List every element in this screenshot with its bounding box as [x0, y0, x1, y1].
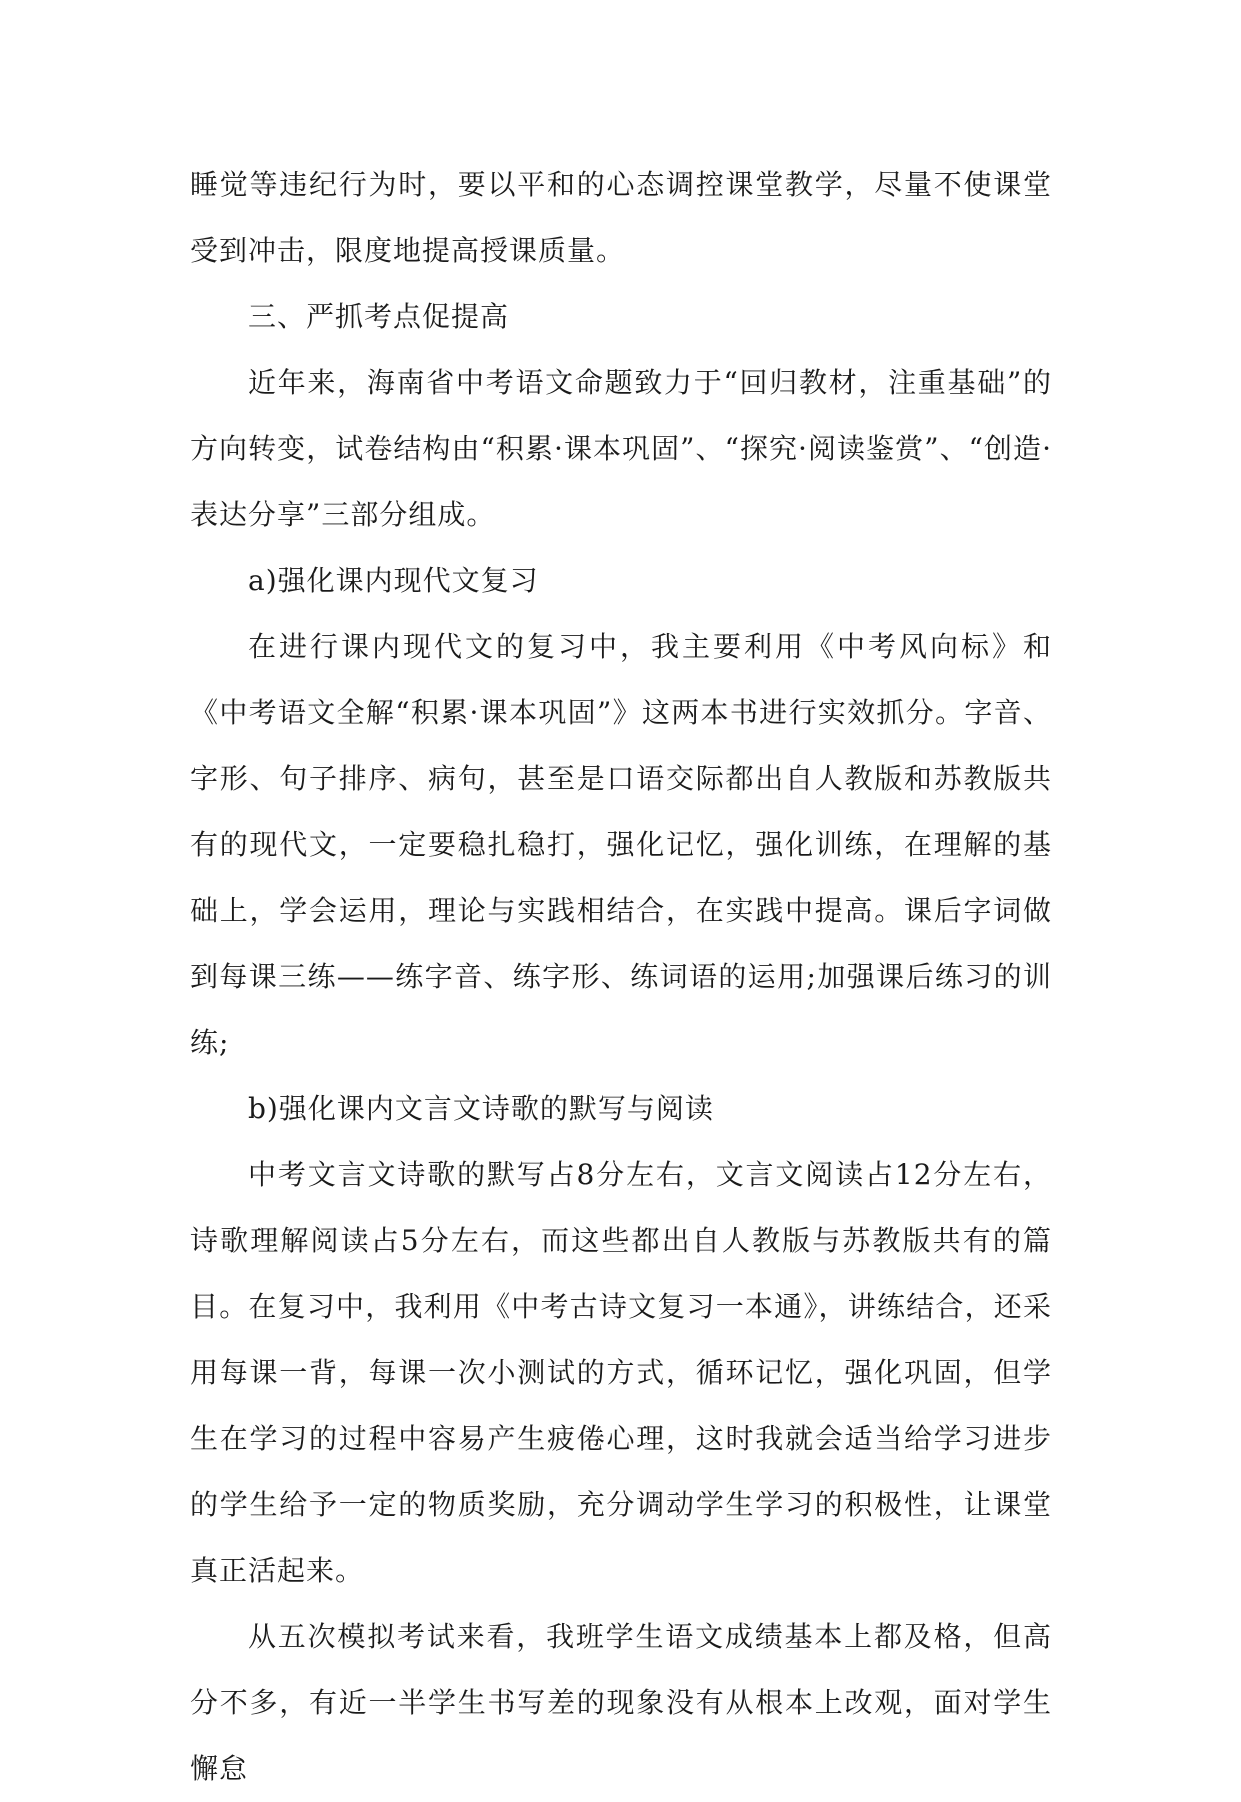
- paragraph-continuation: 睡觉等违纪行为时，要以平和的心态调控课堂教学，尽量不使课堂受到冲击，限度地提高授课质量。: [190, 168, 1052, 267]
- document-body: [190, 152, 1052, 1802]
- paragraph-classical-poetry-review: 中考文言文诗歌的默写占8分左右，文言文阅读占12分左右，诗歌理解阅读占5分左右，而这些都出自人教版与苏教版共有的篇目。在复习中，我利用《中考古诗文复习一本通》，讲练结合，还采用每课一背，每课一次小测试的方式，循环记忆，强化巩固，但学生在学习的过程中容易产生疲倦心理，这时我就会适当给学习进步的学生给予一定的物质奖励，充分调动学生学习的积极性，让课堂真正活起来。: [190, 1158, 1052, 1587]
- subheading-modern-text: a)强化课内现代文复习: [248, 564, 539, 597]
- subheading-classical-poetry: b)强化课内文言文诗歌的默写与阅读: [248, 1092, 714, 1125]
- paragraph-modern-text-review: 在进行课内现代文的复习中，我主要利用《中考风向标》和《中考语文全解“积累·课本巩固”》这两本书进行实效抓分。字音、字形、句子排序、病句，甚至是口语交际都出自人教版和苏教版共有的现代文，一定要稳扎稳打，强化记忆，强化训练，在理解的基础上，学会运用，理论与实践相结合，在实践中提高。课后字词做到每课三练——练字音、练字形、练词语的运用;加强课后练习的训练;: [190, 630, 1052, 1059]
- paragraph-mock-exam-results: 从五次模拟考试来看，我班学生语文成绩基本上都及格，但高分不多，有近一半学生书写差的现象没有从根本上改观，面对学生懈怠: [190, 1620, 1052, 1785]
- paragraph-exam-structure: 近年来，海南省中考语文命题致力于“回归教材，注重基础”的方向转变，试卷结构由“积累·课本巩固”、“探究·阅读鉴赏”、“创造·表达分享”三部分组成。: [190, 366, 1052, 531]
- section-heading: 三、严抓考点促提高: [248, 300, 510, 333]
